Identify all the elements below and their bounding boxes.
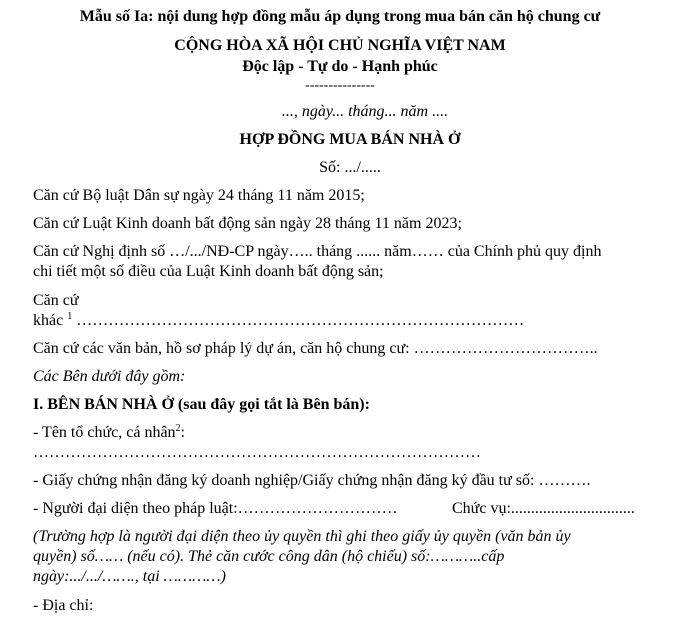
seller-legal-representative: - Người đại diện theo pháp luật:………………………… — [33, 500, 398, 517]
seller-position: Chức vụ:............................... — [452, 500, 635, 517]
basis-decree-line-1: Căn cứ Nghị định số …/.../NĐ-CP ngày….. tháng ...... năm…… của Chính phủ quy định — [33, 243, 602, 260]
seller-note-line-2: quyền) số…… (nếu có). Thẻ căn cước công dân (hộ chiếu) số:………..cấp — [33, 548, 505, 565]
seller-note-line-1: (Trường hợp là người đại diện theo ủy quyền thì ghi theo giấy ủy quyền (văn bản ủy — [33, 528, 571, 545]
basis-decree-line-2: chi tiết một số điều của Luật Kinh doanh bất động sản; — [33, 263, 384, 280]
seller-name-colon: : — [180, 424, 185, 441]
contract-title: HỢP ĐỒNG MUA BÁN NHÀ Ở — [239, 131, 461, 148]
place-date-line: ..., ngày... tháng... năm .... — [281, 103, 449, 120]
seller-address: - Địa chỉ: — [33, 597, 94, 614]
seller-name-line — [33, 423, 185, 443]
motto-divider: --------------- — [305, 78, 375, 93]
basis-other-label: khác — [33, 312, 64, 329]
nation-name: CỘNG HÒA XÃ HỘI CHỦ NGHĨA VIỆT NAM — [174, 37, 506, 54]
basis-project-documents: Căn cứ các văn bản, hồ sơ pháp lý dự án, căn hộ chung cư: …………………………….. — [33, 340, 598, 357]
seller-name-fill: ………………………………………………………………………… — [33, 444, 481, 461]
seller-registration-certificate: - Giấy chứng nhận đăng ký doanh nghiệp/Giấy chứng nhận đăng ký đầu tư số: ………. — [33, 472, 591, 489]
form-title: Mẫu số Ia: nội dung hợp đồng mẫu áp dụng trong mua bán căn hộ chung cư — [79, 8, 601, 25]
basis-other-line-2 — [33, 311, 524, 331]
seller-heading: I. BÊN BÁN NHÀ Ở (sau đây gọi tắt là Bên bán): — [33, 396, 370, 413]
basis-civil-code: Căn cứ Bộ luật Dân sự ngày 24 tháng 11 năm 2015; — [33, 187, 365, 204]
parties-intro: Các Bên dưới đây gồm: — [33, 368, 186, 385]
seller-note-line-3: ngày:.../.../……., tại …………) — [33, 568, 226, 585]
contract-number: Số: .../..... — [319, 159, 381, 176]
basis-real-estate-law: Căn cứ Luật Kinh doanh bất động sản ngày 28 tháng 11 năm 2023; — [33, 215, 462, 232]
seller-name-label: - Tên tổ chức, cá nhân — [33, 424, 176, 441]
basis-other-line-1: Căn cứ — [33, 292, 79, 309]
national-motto: Độc lập - Tự do - Hạnh phúc — [242, 58, 438, 75]
footnote-marker-2: 2 — [175, 423, 181, 434]
basis-other-fill: ………………………………………………………………………… — [72, 312, 525, 329]
footnote-marker-1: 1 — [67, 311, 73, 322]
